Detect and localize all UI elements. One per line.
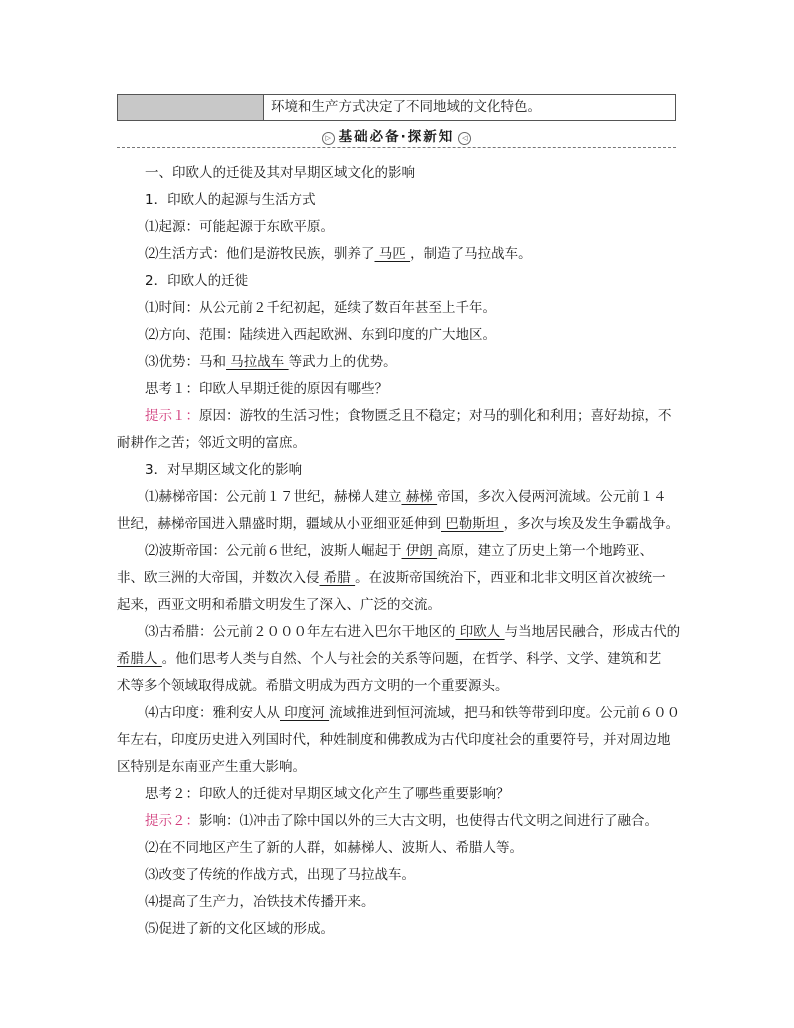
text-segment: 影响：⑴冲击了除中国以外的三大古文明，也使得古代文明之间进行了融合。 xyxy=(199,813,658,829)
banner-title: 基础必备·探新知 xyxy=(338,129,455,145)
greece-line-2 xyxy=(117,646,680,673)
origin-item: ⑴起源：可能起源于东欧平原。 xyxy=(145,219,334,235)
advantage-item xyxy=(145,349,680,376)
banner-title-row xyxy=(117,127,676,147)
question-2: 思考２：印欧人的迁徙对早期区域文化产生了哪些重要影响？ xyxy=(145,786,510,802)
india-line-3: 区特别是东南亚产生重大影响。 xyxy=(117,759,306,775)
text-segment: 高原，建立了历史上第一个地跨亚、 xyxy=(437,543,654,559)
text-segment: ，制造了马拉战车。 xyxy=(410,246,532,262)
text-segment: ⑴赫梯帝国：公元前１７世纪，赫梯人建立 xyxy=(145,489,402,505)
hint-1-label: 提示１： xyxy=(145,408,199,424)
blank-answer: 伊朗 xyxy=(401,543,438,559)
hint-2-line-1 xyxy=(145,808,680,835)
text-segment: 非、欧三洲的大帝国，并数次入侵 xyxy=(117,570,320,586)
question-1: 思考１：印欧人早期迁徙的原因有哪些？ xyxy=(145,381,388,397)
document-body xyxy=(117,160,681,943)
text-segment: 。在波斯帝国统治下，西亚和北非文明区首次被统一 xyxy=(355,570,666,586)
hint-2-label: 提示２： xyxy=(145,813,199,829)
heading-1: 一、印欧人的迁徙及其对早期区域文化的影响 xyxy=(145,165,415,181)
blank-answer: 希腊 xyxy=(319,570,356,586)
subheading-2: 2．印欧人的迁徙 xyxy=(145,273,249,289)
hint-1-line-2: 耐耕作之苦；邻近文明的富庶。 xyxy=(117,435,306,451)
subheading-3: 3．对早期区域文化的影响 xyxy=(145,462,303,478)
lifestyle-item xyxy=(145,241,680,268)
greece-line-1 xyxy=(145,619,680,646)
text-segment: 流域推进到恒河流域，把马和铁等带到印度。公元前６００ xyxy=(329,705,681,721)
persia-line-2 xyxy=(117,565,680,592)
subheading-1: 1．印欧人的起源与生活方式 xyxy=(145,192,316,208)
hittite-line-2 xyxy=(117,511,680,538)
section-banner xyxy=(117,127,676,149)
hint-2-item-2: ⑵在不同地区产生了新的人群，如赫梯人、波斯人、希腊人等。 xyxy=(145,840,523,856)
persia-line-3: 起来，西亚文明和希腊文明发生了深入、广泛的交流。 xyxy=(117,597,441,613)
table-gray-cell xyxy=(118,95,264,120)
top-table xyxy=(117,94,676,121)
india-line-1 xyxy=(145,700,680,727)
direction-item: ⑵方向、范围：陆续进入西起欧洲、东到印度的广大地区。 xyxy=(145,327,496,343)
text-segment: 与当地居民融合，形成古代的 xyxy=(504,624,681,640)
text-segment: ，多次与埃及发生争霸战争。 xyxy=(503,516,680,532)
blank-answer: 印欧人 xyxy=(455,624,505,640)
hint-2-item-4: ⑷提高了生产力，冶铁技术传播开来。 xyxy=(145,894,375,910)
text-segment: 等武力上的优势。 xyxy=(288,354,397,370)
blank-answer: 赫梯 xyxy=(401,489,438,505)
hint-2-item-3: ⑶改变了传统的作战方式，出现了马拉战车。 xyxy=(145,867,415,883)
text-segment: 世纪，赫梯帝国进入鼎盛时期，疆域从小亚细亚延伸到 xyxy=(117,516,441,532)
hint-1-line-1 xyxy=(145,403,680,430)
right-arrow-icon: ▷ xyxy=(322,132,335,145)
blank-answer: 希腊人 xyxy=(117,651,162,667)
banner-dashed-line xyxy=(117,147,676,148)
blank-answer: 马匹 xyxy=(374,246,411,262)
left-arrow-icon: ◁ xyxy=(458,132,471,145)
hittite-line-1 xyxy=(145,484,680,511)
text-segment: ⑵波斯帝国：公元前６世纪，波斯人崛起于 xyxy=(145,543,402,559)
hint-2-item-5: ⑸促进了新的文化区域的形成。 xyxy=(145,921,334,937)
text-segment: 帝国，多次入侵两河流域。公元前１４ xyxy=(437,489,667,505)
persia-line-1 xyxy=(145,538,680,565)
table-text-cell: 环境和生产方式决定了不同地域的文化特色。 xyxy=(271,99,541,115)
blank-answer: 巴勒斯坦 xyxy=(441,516,504,532)
greece-line-3: 术等多个领域取得成就。希腊文明成为西方文明的一个重要源头。 xyxy=(117,678,509,694)
text-segment: ⑶优势：马和 xyxy=(145,354,226,370)
india-line-2: 年左右，印度历史进入列国时代，种姓制度和佛教成为古代印度社会的重要符号，并对周边地 xyxy=(117,732,671,748)
text-segment: ⑷古印度：雅利安人从 xyxy=(145,705,280,721)
time-item: ⑴时间：从公元前２千纪初起，延续了数百年甚至上千年。 xyxy=(145,300,496,316)
text-segment: 原因：游牧的生活习性；食物匮乏且不稳定；对马的驯化和利用；喜好劫掠，不 xyxy=(199,408,672,424)
blank-answer: 马拉战车 xyxy=(226,354,289,370)
blank-answer: 印度河 xyxy=(280,705,330,721)
text-segment: 。他们思考人类与自然、个人与社会的关系等问题，在哲学、科学、文学、建筑和艺 xyxy=(161,651,662,667)
text-segment: ⑶古希腊：公元前２０００年左右进入巴尔干地区的 xyxy=(145,624,456,640)
text-segment: ⑵生活方式：他们是游牧民族，驯养了 xyxy=(145,246,375,262)
